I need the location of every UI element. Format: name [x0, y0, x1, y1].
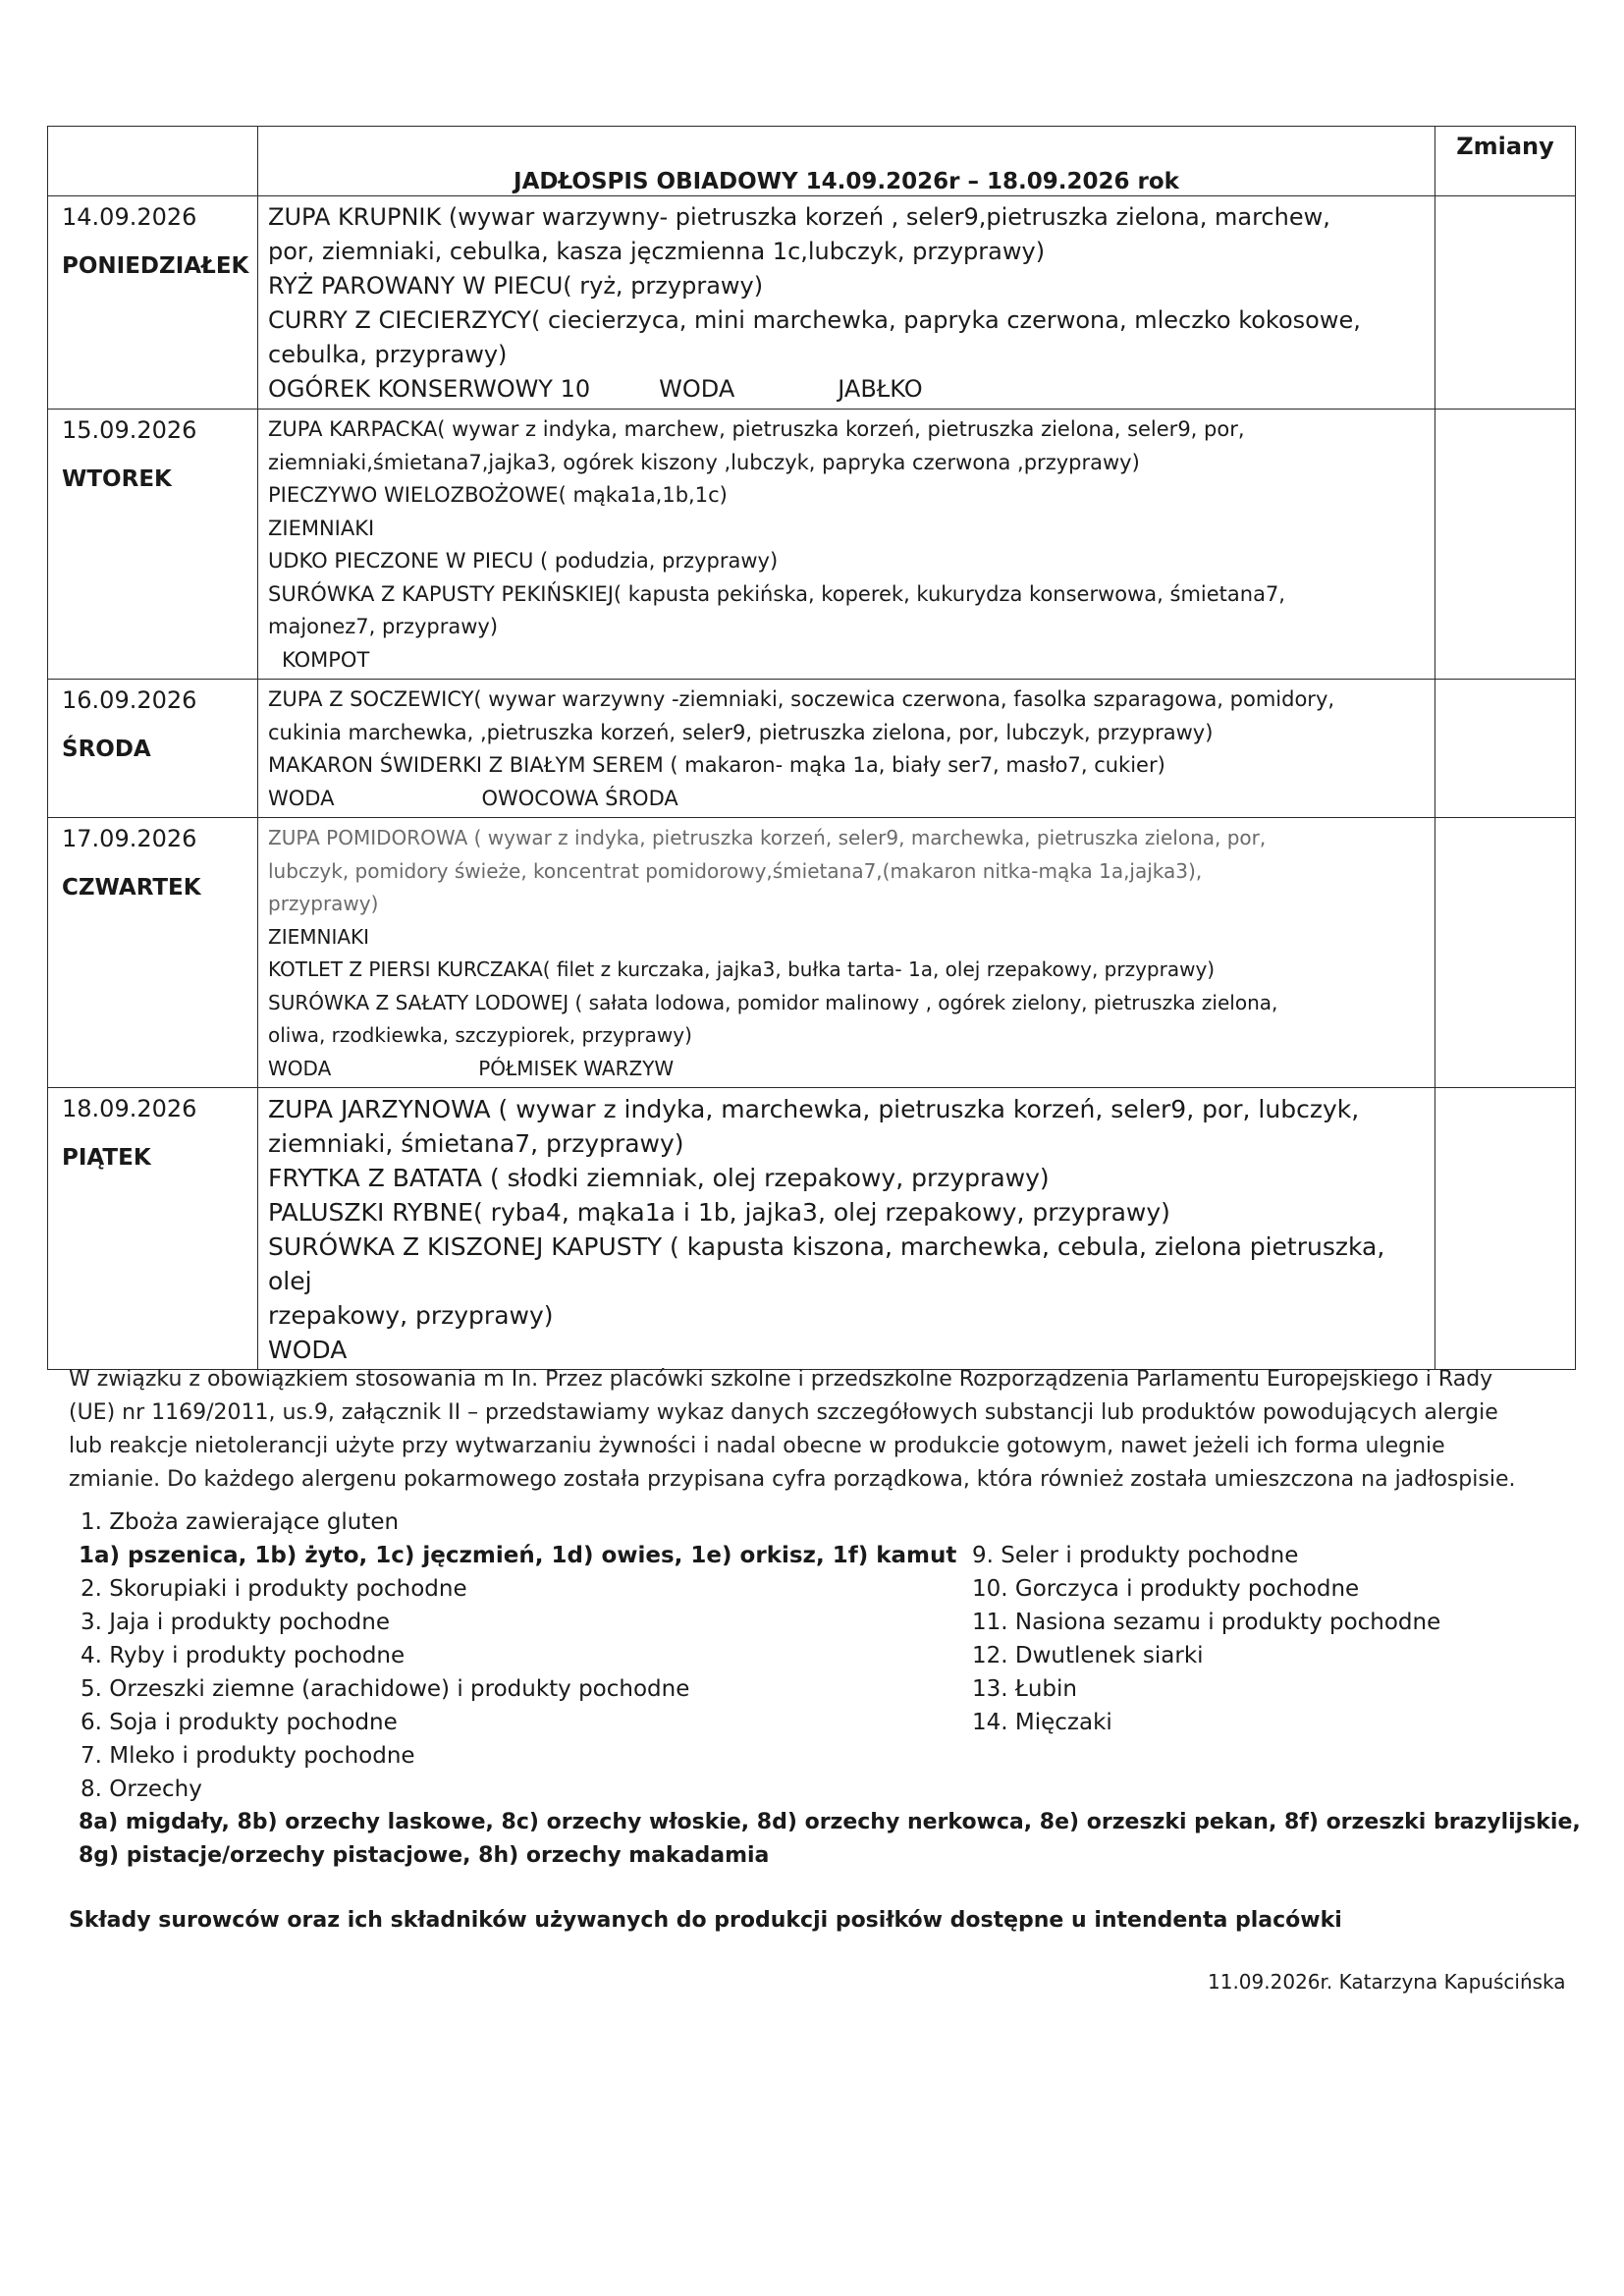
day-row-thursday — [48, 818, 1576, 1088]
day-date: 14.09.2026 — [62, 203, 197, 231]
menu-line: FRYTKA Z BATATA ( słodki ziemniak, olej rzepakowy, przyprawy) — [268, 1164, 1050, 1192]
menu-line: ZUPA KARPACKA( wywar z indyka, marchew, pietruszka korzeń, pietruszka zielona, seler9, por, — [268, 417, 1245, 441]
menu-line: cebulka, przyprawy) — [268, 341, 508, 368]
allergen-item: 11. Nasiona sezamu i produkty pochodne — [972, 1610, 1441, 1635]
allergen-list-right — [972, 1539, 1440, 1739]
allergen-item: 6. Soja i produkty pochodne — [81, 1710, 398, 1735]
allergen-item: 1. Zboża zawierające gluten — [81, 1509, 400, 1535]
menu-line: cukinia marchewka, ,pietruszka korzeń, seler9, pietruszka zielona, por, lubczyk, przyprawy) — [268, 720, 1214, 744]
menu-line: ziemniaki,śmietana7,jajka3, ogórek kiszony ,lubczyk, papryka czerwona ,przyprawy) — [268, 450, 1140, 474]
allergen-item: 8g) pistacje/orzechy pistacjowe, 8h) orzechy makadamia — [79, 1843, 770, 1868]
changes-label: Zmiany — [1456, 133, 1554, 160]
menu-line: por, ziemniaki, cebulka, kasza jęczmienna 1c,lubczyk, przyprawy) — [268, 238, 1046, 265]
day-date: 15.09.2026 — [62, 416, 197, 444]
changes-cell — [1435, 196, 1576, 410]
menu-line: ziemniaki, śmietana7, przyprawy) — [268, 1129, 684, 1158]
menu-line: JABŁKO — [838, 375, 923, 403]
allergen-item: 9. Seler i produkty pochodne — [972, 1543, 1299, 1568]
allergen-notice: W związku z obowiązkiem stosowania m In. Przez placówki szkolne i przedszkolne Rozporządzenia Parlamentu Europejskiego i Rady (UE) nr 1169/2011, us.9, załącznik II – przedstawiamy wykaz danych szczegółowych substancji lub produktów powodujących alergie lub reakcje nietolerancji użyte przy wytwarzaniu żywności i nadal obecne w produkcie gotowym, nawet jeżeli ich forma ulegnie zmianie. Do każdego alergenu pokarmowego została przypisana cyfra porządkowa, która również została umieszczona na jadłospisie. — [69, 1367, 1516, 1492]
allergen-item: 7. Mleko i produkty pochodne — [81, 1743, 415, 1769]
menu-cell — [258, 1088, 1435, 1370]
menu-cell — [258, 818, 1435, 1088]
menu-line: KOTLET Z PIERSI KURCZAKA( filet z kurczaka, jajka3, bułka tarta- 1a, olej rzepakowy, przyprawy) — [268, 957, 1216, 981]
menu-line: KOMPOT — [282, 647, 370, 672]
day-date: 16.09.2026 — [62, 686, 197, 714]
day-cell — [48, 818, 258, 1088]
menu-line: ZUPA Z SOCZEWICY( wywar warzywny -ziemniaki, soczewica czerwona, fasolka szparagowa, pomidory, — [268, 687, 1335, 711]
day-name: WTOREK — [62, 466, 172, 492]
menu-line: PIECZYWO WIELOZBOŻOWE( mąka1a,1b,1c) — [268, 483, 728, 507]
menu-line: PÓŁMISEK WARZYW — [478, 1056, 675, 1080]
allergen-item: 13. Łubin — [972, 1676, 1077, 1702]
allergen-item: 3. Jaja i produkty pochodne — [81, 1610, 390, 1635]
menu-table — [47, 126, 1576, 1370]
day-row-wednesday — [48, 680, 1576, 818]
day-date: 18.09.2026 — [62, 1095, 197, 1122]
changes-cell — [1435, 680, 1576, 818]
menu-cell — [258, 680, 1435, 818]
day-row-monday — [48, 196, 1576, 410]
menu-line: rzepakowy, przyprawy) — [268, 1301, 554, 1330]
changes-cell — [1435, 410, 1576, 680]
menu-line: SURÓWKA Z SAŁATY LODOWEJ ( sałata lodowa, pomidor malinowy , ogórek zielony, pietruszka zielona, — [268, 990, 1278, 1014]
menu-cell — [258, 196, 1435, 410]
menu-line: ZUPA POMIDOROWA ( wywar z indyka, pietruszka korzeń, seler9, marchewka, pietruszka zielona, por, — [268, 826, 1267, 849]
day-date: 17.09.2026 — [62, 825, 197, 852]
menu-line: WODA — [659, 375, 735, 403]
day-name: ŚRODA — [62, 737, 151, 762]
menu-line: CURRY Z CIECIERZYCY( ciecierzyca, mini marchewka, papryka czerwona, mleczko kokosowe, — [268, 306, 1361, 334]
menu-line: MAKARON ŚWIDERKI Z BIAŁYM SEREM ( makaron- mąka 1a, biały ser7, masło7, cukier) — [268, 753, 1165, 777]
day-cell — [48, 680, 258, 818]
menu-line: WODA — [268, 1336, 348, 1364]
day-name: PIĄTEK — [62, 1145, 151, 1171]
day-cell — [48, 1088, 258, 1370]
menu-cell — [258, 410, 1435, 680]
allergen-item: 5. Orzeszki ziemne (arachidowe) i produkty pochodne — [81, 1676, 690, 1702]
ingredients-footnote: Składy surowców oraz ich składników używanych do produkcji posiłków dostępne u intendenta placówki — [69, 1908, 1342, 1933]
day-row-tuesday — [48, 410, 1576, 680]
menu-line: PALUSZKI RYBNE( ryba4, mąka1a i 1b, jajka3, olej rzepakowy, przyprawy) — [268, 1198, 1170, 1227]
allergen-item: 10. Gorczyca i produkty pochodne — [972, 1576, 1360, 1602]
menu-line: ZIEMNIAKI — [268, 924, 370, 949]
allergen-item: 8. Orzechy — [81, 1777, 202, 1802]
allergen-item: 1a) pszenica, 1b) żyto, 1c) jęczmień, 1d) owies, 1e) orkisz, 1f) kamut — [79, 1543, 957, 1568]
header-day-cell — [48, 127, 258, 196]
changes-cell — [1435, 818, 1576, 1088]
menu-line: ZUPA JARZYNOWA ( wywar z indyka, marchewka, pietruszka korzeń, seler9, por, lubczyk, — [268, 1095, 1360, 1123]
header-row — [48, 127, 1576, 196]
menu-line: oliwa, rzodkiewka, szczypiorek, przyprawy) — [268, 1023, 692, 1047]
allergen-item: 8a) migdały, 8b) orzechy laskowe, 8c) orzechy włoskie, 8d) orzechy nerkowca, 8e) orzeszki pekan, 8f) orzeszki brazylijskie, — [79, 1810, 1581, 1834]
signature: 11.09.2026r. Katarzyna Kapuścińska — [1208, 1970, 1566, 1994]
menu-line: majonez7, przyprawy) — [268, 615, 499, 638]
menu-title: JADŁOSPIS OBIADOWY 14.09.2026r – 18.09.2026 rok — [514, 169, 1179, 194]
allergen-item: 14. Mięczaki — [972, 1710, 1112, 1735]
menu-line: OGÓREK KONSERWOWY 10 — [268, 375, 591, 403]
menu-line: przyprawy) — [268, 892, 379, 915]
day-row-friday — [48, 1088, 1576, 1370]
changes-cell — [1435, 1088, 1576, 1370]
menu-line: WODA — [268, 786, 335, 810]
menu-line: lubczyk, pomidory świeże, koncentrat pomidorowy,śmietana7,(makaron nitka-mąka 1a,jajka3), — [268, 858, 1203, 883]
header-changes-cell — [1435, 127, 1576, 196]
menu-line: OWOCOWA ŚRODA — [481, 786, 678, 810]
day-name: PONIEDZIAŁEK — [62, 253, 249, 279]
menu-line: ZIEMNIAKI — [268, 516, 375, 540]
menu-line: SURÓWKA Z KISZONEJ KAPUSTY ( kapusta kiszona, marchewka, cebula, zielona pietruszka, olej — [268, 1232, 1385, 1295]
day-name: CZWARTEK — [62, 875, 201, 901]
menu-line: SURÓWKA Z KAPUSTY PEKIŃSKIEJ( kapusta pekińska, koperek, kukurydza konserwowa, śmietana7, — [268, 581, 1285, 606]
allergen-item: 2. Skorupiaki i produkty pochodne — [81, 1576, 467, 1602]
menu-line: RYŻ PAROWANY W PIECU( ryż, przyprawy) — [268, 272, 764, 300]
menu-line: UDKO PIECZONE W PIECU ( podudzia, przyprawy) — [268, 549, 779, 573]
header-title-cell — [258, 127, 1435, 196]
day-cell — [48, 410, 258, 680]
allergen-item: 4. Ryby i produkty pochodne — [81, 1643, 406, 1668]
menu-line: ZUPA KRUPNIK (wywar warzywny- pietruszka korzeń , seler9,pietruszka zielona, marchew, — [268, 203, 1330, 231]
menu-line: WODA — [268, 1056, 332, 1080]
allergen-item: 12. Dwutlenek siarki — [972, 1643, 1204, 1668]
day-cell — [48, 196, 258, 410]
